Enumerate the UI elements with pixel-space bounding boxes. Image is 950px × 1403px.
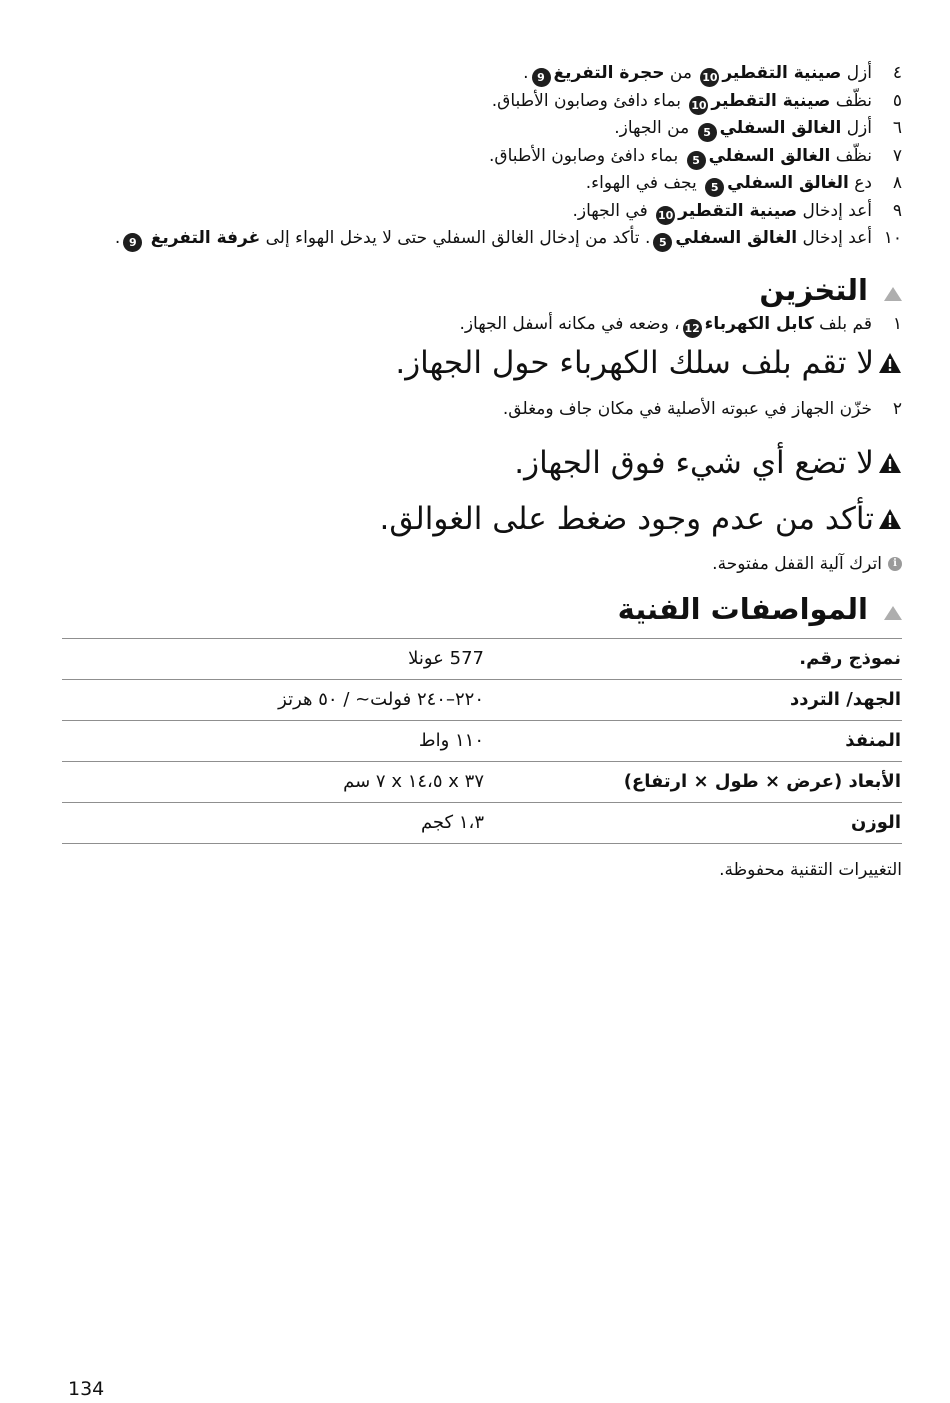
step-text-fragment: . [114,228,121,248]
info-icon: i [888,557,902,571]
step-text-fragment: يجف في الهواء. [585,173,703,193]
step-text [62,88,872,116]
specs-footnote: التغييرات التقنية محفوظة. [719,859,902,880]
part-number-badge: 5 [698,123,717,142]
step-text-fragment: في الجهاز. [572,200,654,221]
section-triangle-icon [884,606,902,620]
warning-cord-text: لا تقم بلف سلك الكهرباء حول الجهاز. [395,345,874,381]
part-number-badge: 5 [653,233,672,252]
list-item [62,396,902,424]
step-text-fragment: بماء دافئ وصابون الأطباق. [488,145,684,166]
specs-title: المواصفات الفنية [617,591,868,626]
warning-icon [878,508,902,530]
info-note-text: اترك آلية القفل مفتوحة. [712,553,882,574]
part-number-badge: 10 [689,96,708,115]
part-name: الغالق السفلي [708,145,831,166]
storage-heading [62,273,902,307]
step-number: ٤ [892,63,902,83]
table-row [62,720,902,761]
part-number-badge: 10 [656,206,675,225]
table-row [62,638,902,679]
list-item [62,115,902,143]
step-text-fragment: . [523,63,529,83]
part-number-badge: 5 [705,178,724,197]
step-text-fragment: أعد إدخال [797,228,872,248]
list-item [62,170,902,198]
spec-value: ٢٢٠–٢٤٠ فولت~ / ٥٠ هرتز [62,679,485,720]
spec-label: المنفذ [485,720,902,761]
part-name: حجرة التفريغ [553,63,665,83]
step-text [62,198,872,226]
spec-value: ٣٧ x ١٤،٥ x ٧ سم [62,761,485,802]
step-text-fragment: أزل [841,63,872,83]
step-text-fragment: من [664,63,698,83]
step-text-fragment: . تأكد من إدخال الغالق السفلي حتى لا يدخل الهواء إلى [260,228,651,248]
step-number: ١٠ [883,228,902,248]
spec-label: الأبعاد (عرض × طول × ارتفاع) [485,761,902,802]
warning-no-pressure [62,494,902,544]
storage-step-1 [62,311,902,339]
spec-value: ١،٣ كجم [62,802,485,843]
cleaning-steps-list [62,60,902,253]
part-number-badge: 10 [700,68,719,87]
page-number: 134 [68,1378,105,1400]
step-text [62,311,872,339]
part-name: صينية التقطير [711,90,831,111]
list-item [62,60,902,88]
part-name: كابل الكهرباء [704,313,814,334]
step-text [62,60,872,88]
step-text-fragment: خزّن الجهاز في عبوته الأصلية في مكان جاف ومغلق. [502,399,872,419]
step-number: ١ [892,313,902,334]
step-text [62,396,872,424]
part-number-badge: 12 [683,319,702,338]
spec-label: نموذج رقم. [485,638,902,679]
warning-cord [62,338,902,388]
spec-value: 577 عونلا [62,638,485,679]
step-text-fragment: ، وضعه في مكانه أسفل الجهاز. [459,313,680,334]
part-name: صينية التقطير [722,63,842,83]
step-text [62,115,872,143]
list-item [62,143,902,171]
warning-no-pressure-text: تأكد من عدم وجود ضغط على الغوالق. [379,500,874,537]
part-name: صينية التقطير [678,200,798,221]
specs-table [62,638,902,844]
warning-nothing-on-top-text: لا تضع أي شيء فوق الجهاز. [514,444,874,481]
step-number: ٨ [892,173,902,193]
part-name: الغالق السفلي [727,173,849,193]
part-name: الغالق السفلي [675,228,798,248]
step-number: ٢ [892,399,902,419]
specs-heading [62,592,902,626]
step-text [62,170,872,198]
manual-page [62,60,902,880]
storage-step-2 [62,396,902,424]
table-row [62,802,902,843]
part-number-badge: 9 [123,233,142,252]
spec-label: الجهد/ التردد [485,679,902,720]
spec-label: الوزن [485,802,902,843]
list-item [62,198,902,226]
table-row [62,761,902,802]
step-number: ٥ [892,90,902,111]
storage-title: التخزين [759,272,868,307]
step-text [62,225,872,253]
step-text-fragment: من الجهاز. [614,118,695,138]
step-number: ٦ [892,118,902,138]
step-text-fragment: أعد إدخال [797,200,872,221]
list-item [62,225,902,253]
step-text-fragment: قم بلف [813,313,872,334]
list-item [62,88,902,116]
step-text-fragment: أزل [841,118,872,138]
part-name: الغالق السفلي [719,118,842,138]
info-note [62,554,902,574]
section-triangle-icon [884,287,902,301]
spec-value: ١١٠ واط [62,720,485,761]
step-text-fragment: نظّف [830,90,872,111]
step-number: ٩ [892,200,902,221]
step-text-fragment: بماء دافئ وصابون الأطباق. [491,90,687,111]
warning-nothing-on-top [62,438,902,488]
part-number-badge: 9 [532,68,551,87]
part-name: غرفة التفريغ [150,228,261,248]
warning-icon [878,352,902,374]
step-text-fragment: نظّف [830,145,872,166]
part-number-badge: 5 [687,151,706,170]
list-item [62,311,902,339]
table-row [62,679,902,720]
step-number: ٧ [892,145,902,166]
step-text [62,143,872,171]
step-text-fragment: دع [848,173,872,193]
warning-icon [878,452,902,474]
